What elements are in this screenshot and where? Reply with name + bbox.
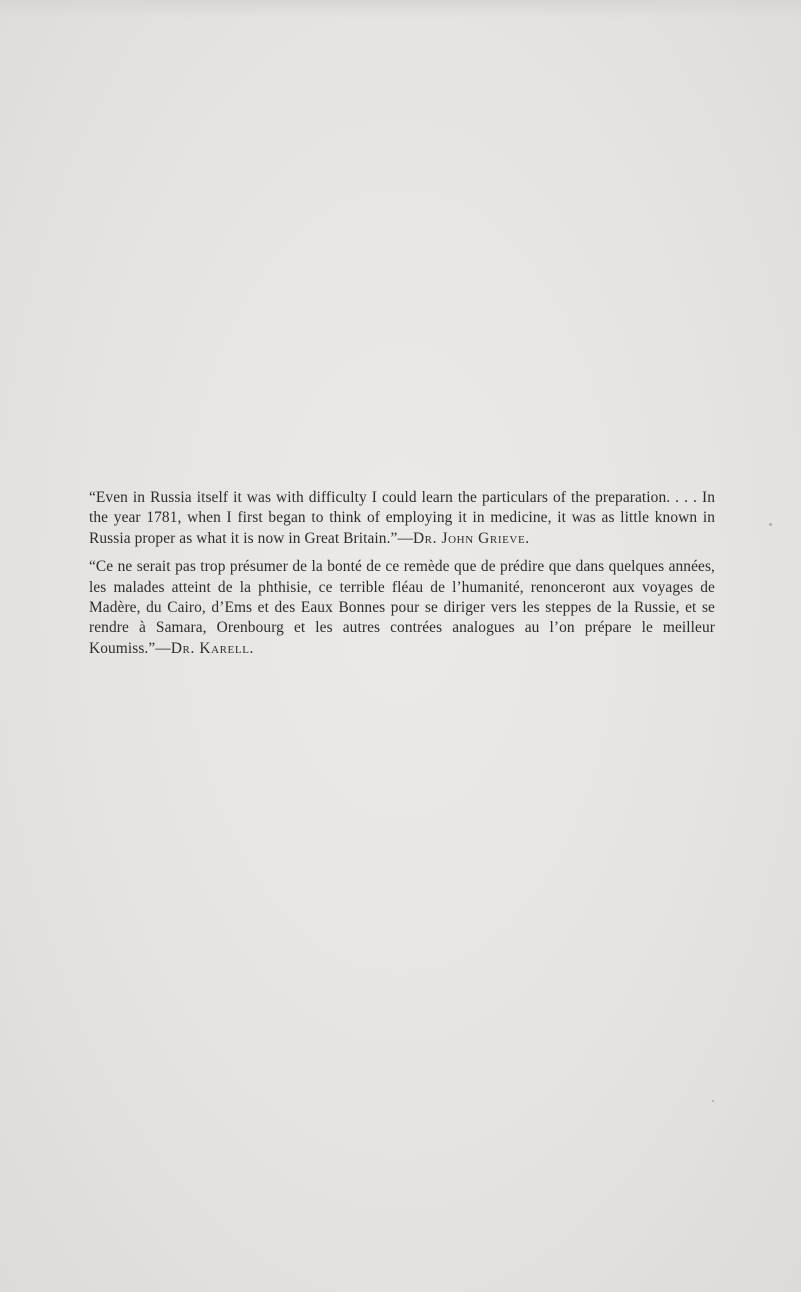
- quote-grieve: [89, 488, 715, 549]
- paper-speck: [769, 523, 772, 526]
- quote-karell-text: “Ce ne serait pas trop présumer de la bonté de ce remède que de prédire que dans quelques années, les malades atteint de la phthisie, ce terrible fléau de l’humanité, renonceront aux voyages de Madère, du Cairo, d’Ems et des Eaux Bonnes pour se diriger vers les steppes de la Russie, et se rendre à Samara, Orenbourg et les autres contrées analogues au l’on prépare le meilleur Koumiss.”—: [89, 558, 715, 657]
- page-top-shadow: [0, 0, 801, 18]
- quote-grieve-attribution: Dr. John Grieve.: [412, 529, 530, 547]
- epigraph-quotes: [89, 488, 715, 659]
- quote-grieve-text: “Even in Russia itself it was with difficulty I could learn the particulars of the preparation. . . . In the year 1781, when I first began to think of employing it in medicine, it was as little known in Russia proper as what it is now in Great Britain.”—: [89, 489, 715, 547]
- quote-karell: [89, 557, 715, 659]
- quote-karell-attribution: Dr. Karell.: [170, 639, 254, 657]
- paper-speck: [712, 1100, 714, 1102]
